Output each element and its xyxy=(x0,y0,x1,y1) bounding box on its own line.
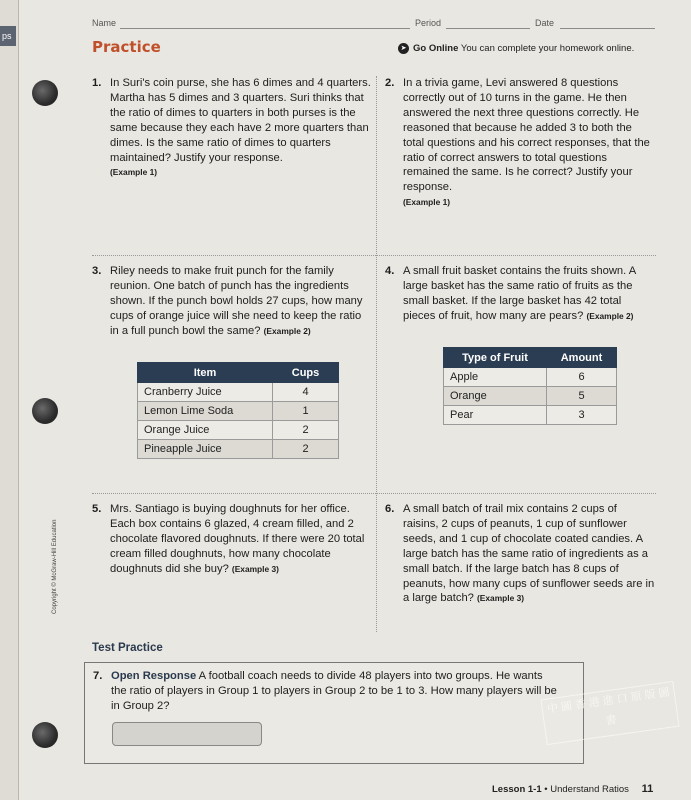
copyright-text: Copyright © McGraw-Hill Education xyxy=(52,519,58,614)
table-row: Lemon Lime Soda 1 xyxy=(138,402,339,421)
date-label: Date xyxy=(535,18,555,28)
row-divider-2 xyxy=(92,493,656,494)
footer-separator: • xyxy=(544,784,548,795)
table-row: Pear 3 xyxy=(444,406,617,425)
page-number: 11 xyxy=(641,783,654,795)
lesson-label: Lesson 1-1 xyxy=(492,784,542,795)
fruit-header-amount: Amount xyxy=(547,348,617,368)
previous-page-edge xyxy=(0,0,19,800)
table-row: Orange Juice 2 xyxy=(138,421,339,440)
punch-table xyxy=(137,362,339,459)
table-row: Pineapple Juice 2 xyxy=(138,440,339,459)
problem-6: 6. A small batch of trail mix contains 2 cups of raisins, 2 cups of peanuts, 1 cup of sunflower seeds, and 1 cup of chocolate coated candies. A large batch has the same ratio of ingredients as a small batch. If the large batch has 8 cups of peanuts, how many cups of sunflower seeds are in a large batch? (Example 3) xyxy=(385,503,655,605)
open-response-label: Open Response xyxy=(111,670,197,682)
watermark-stamp: 中 圖 香 港 進 口 原 版 圖 書 xyxy=(540,681,679,745)
row-divider-1 xyxy=(92,255,656,256)
test-practice-box xyxy=(84,662,584,764)
period-line[interactable] xyxy=(446,28,530,29)
section-title: Practice xyxy=(92,38,161,56)
footer xyxy=(492,783,653,795)
problem-2: 2. In a trivia game, Levi answered 8 questions correctly out of 10 turns in the game. He then answered the next three questions correctly. He reasoned that because he added 3 to both the total questions and his correct responses, that the ratio of correct answers to total questions remained the same. Is he correct? Justify your response. (Example 1) xyxy=(385,77,650,208)
go-online-text: You can complete your homework online. xyxy=(460,43,635,55)
test-practice-title: Test Practice xyxy=(92,642,163,654)
binder-hole-top xyxy=(32,80,58,106)
problem-7: 7. Open Response A football coach needs to divide 48 players into two groups. He wants the ratio of players in Group 1 to players in Group 2 to be 1 to 3. How many players will be in Group 2? xyxy=(93,670,557,712)
punch-header-cups: Cups xyxy=(273,363,339,383)
fruit-header-type: Type of Fruit xyxy=(444,348,547,368)
problem-1: 1. In Suri's coin purse, she has 6 dimes and 4 quarters. Martha has 5 dimes and 3 quarters. Suri thinks that the ratio of dimes to quarters in both purses is the same because they each have 2 more quarters than dimes. Is the same ratio of dimes to quarters maintained? Justify your response. (Example 1) xyxy=(92,77,371,178)
punch-header-item: Item xyxy=(138,363,273,383)
problem-5: 5. Mrs. Santiago is buying doughnuts for her office. Each box contains 6 glazed, 4 cream filled, and 2 chocolate flavored doughnuts. If there were 20 total cream filled doughnuts, how many chocolate doughnuts did she buy? (Example 3) xyxy=(92,503,365,575)
fruit-table xyxy=(443,347,617,425)
binder-hole-middle xyxy=(32,398,58,424)
table-row: Orange 5 xyxy=(444,387,617,406)
answer-input[interactable] xyxy=(112,722,262,746)
go-online-note xyxy=(398,43,634,54)
cursor-icon: ➤ xyxy=(398,43,409,54)
binder-hole-bottom xyxy=(32,722,58,748)
table-row: Apple 6 xyxy=(444,368,617,387)
column-divider xyxy=(376,76,377,632)
go-online-label: Go Online xyxy=(413,43,459,55)
name-line[interactable] xyxy=(120,28,410,29)
table-row: Cranberry Juice 4 xyxy=(138,383,339,402)
problem-4: 4. A small fruit basket contains the fruits shown. A large basket has the same ratio of fruits as the small basket. If the large basket has 42 total pieces of fruit, how many are pears? (Example 2) xyxy=(385,265,636,322)
problem-3: 3. Riley needs to make fruit punch for the family reunion. One batch of punch has the ingredients shown. If the punch bowl holds 27 cups, how many cups of orange juice will she need to keep the ratio in a full punch bowl the same? (Example 2) xyxy=(92,265,363,337)
lesson-topic: Understand Ratios xyxy=(550,784,629,795)
name-label: Name xyxy=(92,18,117,28)
date-line[interactable] xyxy=(560,28,655,29)
period-label: Period xyxy=(415,18,442,28)
previous-page-tab: ps xyxy=(0,26,16,46)
